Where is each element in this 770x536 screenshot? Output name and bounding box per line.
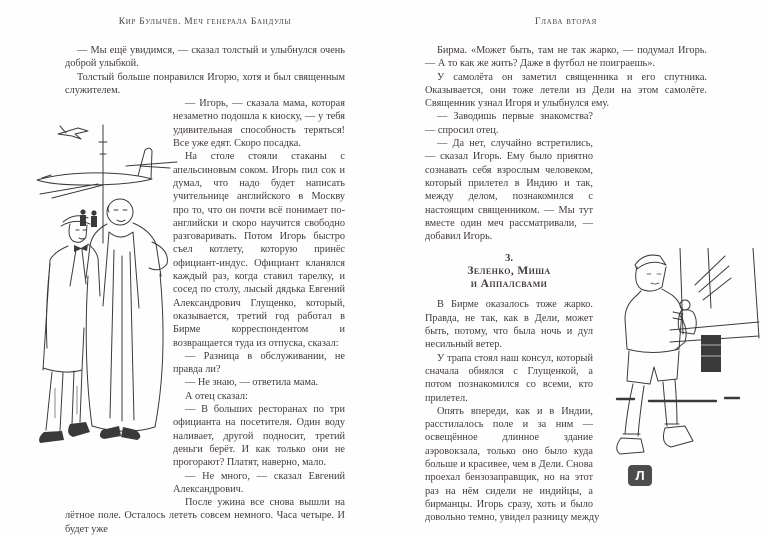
labirint-logo-letter: Л	[635, 468, 645, 483]
paragraph: — Мы ещё увидимся, — сказал толстый и улыбнулся очень доброй улыбкой.	[65, 45, 345, 70]
right-running-head: Глава вторая	[535, 17, 597, 27]
paragraph: В Бирме оказалось тоже жарко. Правда, не так, как в Дели, может быть, потому, что была ночь и дул несильный ветер.	[425, 299, 593, 351]
illustration-two-men-airfield	[30, 118, 180, 458]
section-number: 3.	[505, 253, 513, 265]
paragraph: Опять впереди, как и в Индии, расстилалось поле и за ним — освещённое длинное здание аэровокзала, только оно было куда больше и красивее, чем в Дели. Снова проехал бензозаправщик, но на этот раз на нём сидели не индийцы, а бирманцы. Игорь сразу, хоть и было довольно темно, увидел разницу между	[425, 405, 600, 524]
paragraph: У трапа стоял наш консул, который сначала обнялся с Глущенкой, а потом познакомился со всеми, кто прилетел.	[425, 352, 593, 404]
paragraph: У самолёта он заметил священника и его спутника. Оказывается, они тоже летели из Дели на этом самолёте. Священник узнал Игоря и улыбнулся ему.	[425, 71, 707, 110]
left-page	[0, 0, 385, 535]
labirint-logo-badge	[628, 465, 652, 486]
section-title-line: и Аппалсвами	[470, 278, 548, 291]
section-title-line: Зеленко, Миша	[467, 265, 551, 278]
paragraph: — Да нет, случайно встретились, — сказал Игорь. Ему было приятно сознавать себя взрослым человеком, который прилетел в Индию и так, между делом, познакомился с настоящим священником. — Мы тут вместе один меч рассматривали, — добавил Игорь.	[425, 138, 593, 243]
paragraph: — Не знаю, — ответила мама.	[185, 377, 319, 389]
paragraph: — Игорь, — сказала мама, которая незаметно подошла к киоску, — у тебя удивительная способность теряться! Все уже едят. Скоро посадка.	[173, 98, 345, 150]
paragraph: На столе стояли стаканы с апельсиновым соком. Игорь пил сок и думал, что надо будет написать учительнице английского в Москву про то, что он почти всё понимает по-английски и скоро научится свободно разговаривать. Потом Игорь быстро съел котлету, которую принёс официант-индус. Официант кланялся каждый раз, когда ставил тарелку, и сосед по столу, лысый дядька Евгений Александрович Глущенко, который, оказывается, третий год работал в Бирме корреспондентом и возвращается туда из отпуска, сказал:	[173, 151, 345, 349]
paragraph: — Заводишь первые знакомства? — спросил отец.	[425, 111, 593, 136]
paragraph: — В больших ресторанах по три официанта на посетителя. Один воду наливает, другой подносит, третий деньги берёт. И как только они не прогорают? Платят, наверно, мало.	[173, 404, 345, 469]
left-running-head: Кир Булычёв. Меч генерала Бандулы	[118, 17, 292, 27]
paragraph: — Не много, — сказал Евгений Александрович.	[173, 470, 345, 495]
paragraph: Толстый больше понравился Игорю, хотя и был священным служителем.	[65, 71, 345, 96]
paragraph: — Разница в обслуживании, не правда ли?	[173, 350, 345, 376]
paragraph: А отец сказал:	[185, 390, 248, 402]
paragraph: Бирма. «Может быть, там не так жарко, — подумал Игорь. — А то как же жить? Даже в футбол не поиграешь».	[425, 45, 707, 70]
illustration-boy-walking	[613, 248, 770, 460]
right-page	[385, 0, 770, 524]
paragraph: После ужина все снова вышли на лётное поле. Осталось лететь совсем немного. Часа четыре. И будет уже	[65, 497, 345, 535]
